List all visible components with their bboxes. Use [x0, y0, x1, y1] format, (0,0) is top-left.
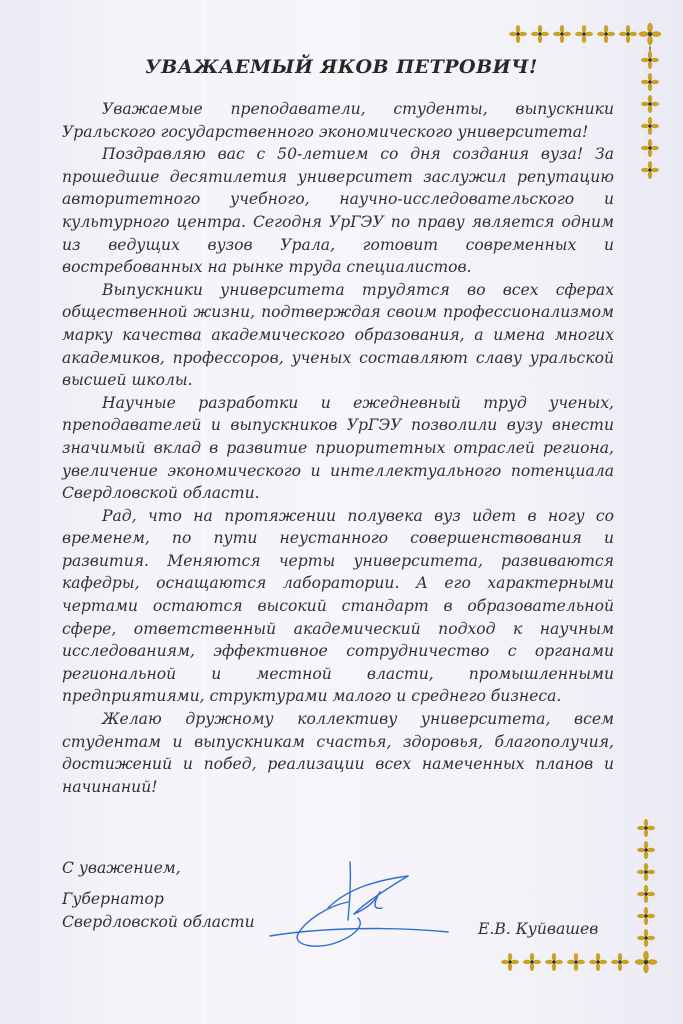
position-line: Губернатор	[62, 890, 164, 908]
paragraph: Поздравляю вас с 50-летием со дня создания вуза! За прошедшие десятилетия университет заслужил репутацию авторитетного учебного, научно-исследовательского и культурного центра. Сегодня УрГЭУ по праву является одним из ведущих вузов Урала, готовит современных и востребованных на рынке труда специалистов.	[62, 145, 614, 277]
paragraph: Выпускники университета трудятся во всех сферах общественной жизни, подтверждая своим профессионализмом марку качества академического образования, а имена многих академиков, профессоров, ученых составляют славу уральской высшей школы.	[62, 280, 614, 390]
paragraph: Уважаемые преподаватели, студенты, выпускники Уральского государственного экономического университета!	[62, 100, 614, 141]
paragraph: Желаю дружному коллективу университета, всем студентам и выпускникам счастья, здоровья, благополучия, достижений и побед, реализации всех намеченных планов и начинаний!	[62, 710, 614, 796]
paragraph: Научные разработки и ежедневный труд ученых, преподавателей и выпускников УрГЭУ позволили вузу внести значимый вклад в развитие приоритетных отраслей региона, увеличение экономического и интеллектуального потенциала Свердловской области.	[62, 393, 614, 503]
letter-heading: УВАЖАЕМЫЙ ЯКОВ ПЕТРОВИЧ!	[145, 56, 538, 78]
bottom-right-ornament	[500, 818, 670, 988]
handwritten-signature	[258, 858, 458, 962]
letter-body	[62, 98, 614, 798]
regards-line: С уважением,	[62, 859, 181, 877]
signer-name: Е.В. Куйвашев	[478, 920, 599, 938]
paragraph: Рад, что на протяжении полувека вуз идет в ногу со временем, по пути неустанного совершенствования и развития. Меняются черты университета, развиваются кафедры, оснащаются лаборатории. А его характерными чертами остаются высокий стандарт в образовательной сфере, ответственный академический подход к научным исследованиям, эффективное сотрудничество с органами региональной и местной власти, промышленными предприятиями, структурами малого и среднего бизнеса.	[62, 506, 614, 706]
position-line: Свердловской области	[62, 913, 255, 931]
closing-block	[62, 857, 255, 934]
